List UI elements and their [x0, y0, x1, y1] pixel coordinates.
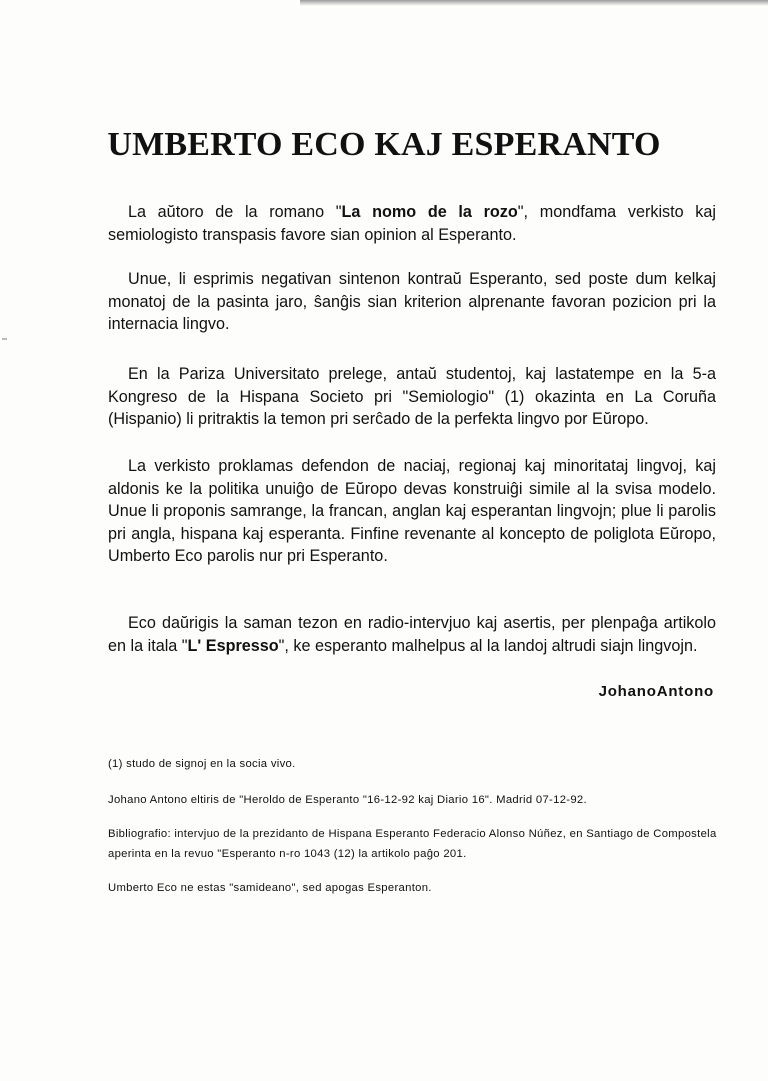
paragraph-opinion-change — [108, 268, 716, 336]
paragraph-intro-before: La aŭtoro de la romano " — [128, 203, 342, 221]
footnote-1: (1) studo de signoj en la socia vivo. — [108, 758, 296, 770]
paragraph-languages — [108, 455, 716, 568]
paragraph-espresso-after: ", ke esperanto malhelpus al la landoj altrudi siajn lingvojn. — [278, 636, 698, 655]
closing-note: Umberto Eco ne estas "samideano", sed apogas Esperanton. — [108, 882, 432, 894]
paragraph-intro — [108, 201, 716, 246]
paragraph-congress — [108, 363, 716, 431]
magazine-title: L' Espresso — [187, 636, 279, 655]
article-title: UMBERTO ECO KAJ ESPERANTO — [107, 126, 661, 163]
author-signature: JohanoAntono — [598, 683, 714, 700]
source-note: Johano Antono eltiris de "Heroldo de Esperanto "16-12-92 kaj Diario 16". Madrid 07-12-92. — [108, 794, 587, 806]
paragraph-opinion-change-text: Unue, li esprimis negativan sintenon kontraŭ Esperanto, sed poste dum kelkaj monatoj de la pasinta jaro, ŝanĝis sian kriterion alprenante favoran pozicion pri la internacia lingvo. — [108, 270, 716, 333]
novel-title: La nomo de la rozo — [341, 203, 518, 221]
paragraph-languages-text: La verkisto proklamas defendon de naciaj, regionaj kaj minoritataj lingvoj, kaj aldonis ke la politika unuiĝo de Eŭropo devas konstruiĝi simile al la svisa modelo. Unue li proponis samrange, la francan, anglan kaj esperantan lingvojn; plue li parolis pri angla, hispana kaj esperanta. Finfine revenante al koncepto de poliglota Eŭropo, Umberto Eco parolis nur pri Esperanto. — [108, 457, 716, 565]
paragraph-espresso — [108, 612, 716, 657]
paragraph-espresso-before: Eco daŭrigis la saman tezon en radio-intervjuo kaj asertis, per plenpaĝa artikolo en la itala " — [108, 614, 716, 655]
paragraph-congress-text: En la Pariza Universitato prelege, antaŭ studentoj, kaj lastatempe en la 5-a Kongreso de la Hispana Societo pri "Semiologio" (1) okazinta en La Coruña (Hispanio) li pritraktis la temon pri serĉado de la perfekta lingvo por Eŭropo. — [108, 365, 716, 428]
bibliography-note: Bibliografio: intervjuo de la prezidanto de Hispana Esperanto Federacio Alonso Núñez, en Santiago de Compostela aperinta en la revuo "Esperanto n-ro 1043 (12) la artikolo paĝo 201. — [108, 828, 717, 860]
scan-margin-mark — [2, 338, 7, 340]
paragraph-intro-after: ", mondfama verkisto kaj semiologisto transpasis favore sian opinion al Esperanto. — [108, 203, 717, 244]
scan-edge-shadow — [300, 0, 768, 6]
